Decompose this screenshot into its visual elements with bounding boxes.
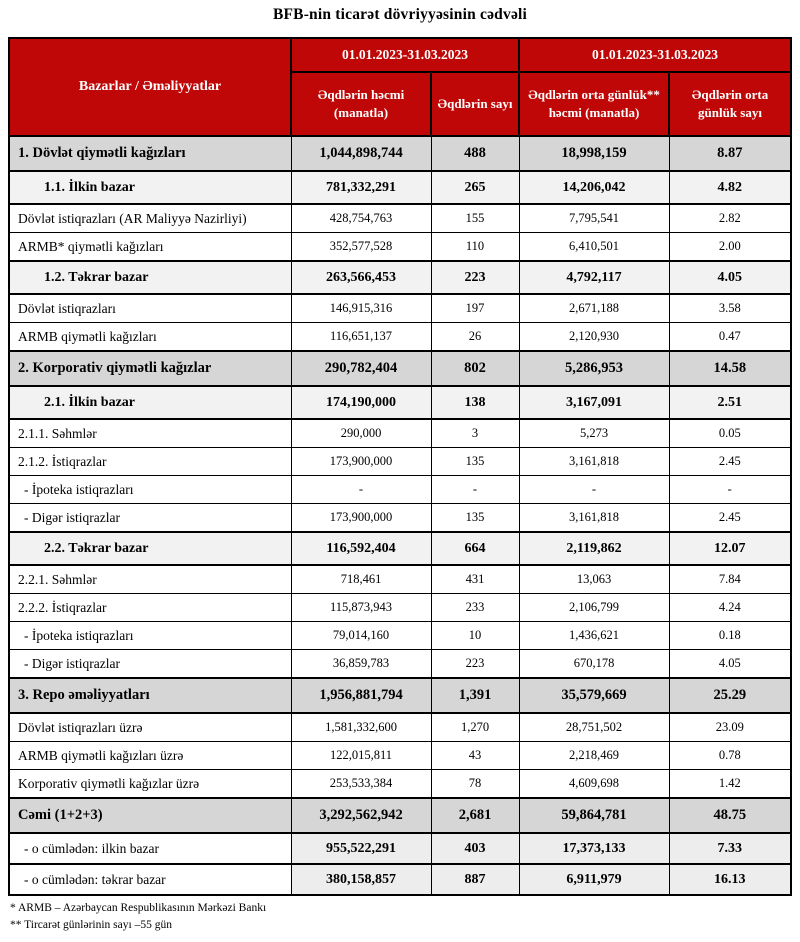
row-value: 253,533,384 [291,770,431,799]
row-value: 2,681 [431,798,519,833]
row-value: 2,218,469 [519,742,669,770]
row-value: 428,754,763 [291,204,431,233]
table-row [9,351,791,386]
row-value: 7.84 [669,565,791,594]
row-value: 290,782,404 [291,351,431,386]
row-value: 955,522,291 [291,833,431,864]
table-row [9,833,791,864]
row-value: 887 [431,864,519,895]
table-row [9,204,791,233]
turnover-table [8,37,792,896]
row-value: 2,120,930 [519,323,669,352]
row-value: 3,161,818 [519,448,669,476]
row-value: 4.05 [669,261,791,294]
row-value: 14.58 [669,351,791,386]
row-value: 13,063 [519,565,669,594]
row-value: 26 [431,323,519,352]
row-value: 146,915,316 [291,294,431,323]
row-value: - [431,476,519,504]
row-label: ARMB qiymətli kağızları [9,323,291,352]
row-value: 352,577,528 [291,233,431,262]
row-value: 2,106,799 [519,594,669,622]
row-value: 35,579,669 [519,678,669,713]
table-row [9,136,791,171]
row-value: 173,900,000 [291,448,431,476]
row-value: 2.00 [669,233,791,262]
row-value: 16.13 [669,864,791,895]
col-header-avg-count: Əqdlərin orta günlük sayı [669,72,791,136]
row-label: - o cümlədən: təkrar bazar [9,864,291,895]
row-value: 2.82 [669,204,791,233]
table-row [9,476,791,504]
table-row [9,864,791,895]
footnotes [10,900,800,933]
row-value: 28,751,502 [519,713,669,742]
table-body [9,136,791,895]
row-value: 1,044,898,744 [291,136,431,171]
row-label: Cəmi (1+2+3) [9,798,291,833]
table-row [9,622,791,650]
row-value: 3,161,818 [519,504,669,533]
row-value: 3.58 [669,294,791,323]
footnote-trading-days: ** Tircarət günlərinin sayı –55 gün [10,918,172,931]
row-value: 290,000 [291,419,431,448]
row-value: 1,391 [431,678,519,713]
row-value: 802 [431,351,519,386]
row-value: 122,015,811 [291,742,431,770]
row-value: 664 [431,532,519,565]
row-value: 79,014,160 [291,622,431,650]
row-value: 135 [431,504,519,533]
row-value: 488 [431,136,519,171]
row-label: 1. Dövlət qiymətli kağızları [9,136,291,171]
row-label: 2.2.1. Səhmlər [9,565,291,594]
row-label: - İpoteka istiqrazları [9,476,291,504]
row-value: 431 [431,565,519,594]
row-label: 2.2. Təkrar bazar [9,532,291,565]
row-value: 23.09 [669,713,791,742]
row-label: - o cümlədən: ilkin bazar [9,833,291,864]
table-row [9,650,791,679]
row-value: 116,651,137 [291,323,431,352]
page-title: BFB-nin ticarət dövriyyəsinin cədvəli [272,6,528,23]
row-value: 25.29 [669,678,791,713]
row-value: 781,332,291 [291,171,431,204]
table-row [9,323,791,352]
row-label: ARMB* qiymətli kağızları [9,233,291,262]
row-value: 1,436,621 [519,622,669,650]
row-value: 403 [431,833,519,864]
row-value: 2,671,188 [519,294,669,323]
row-value: 2.45 [669,448,791,476]
row-value: 4,609,698 [519,770,669,799]
row-value: 3 [431,419,519,448]
row-value: 2.45 [669,504,791,533]
row-value: 1,270 [431,713,519,742]
row-value: 233 [431,594,519,622]
row-value: 2.51 [669,386,791,419]
row-value: 14,206,042 [519,171,669,204]
row-value: 173,900,000 [291,504,431,533]
col-header-avg-volume: Əqdlərin orta günlük** həcmi (manatla) [519,72,669,136]
row-value: 4,792,117 [519,261,669,294]
footnote-armb: * ARMB – Azərbaycan Respublikasının Mərkəzi Bankı [10,902,267,914]
row-label: Dövlət istiqrazları üzrə [9,713,291,742]
table-row [9,594,791,622]
row-value: 110 [431,233,519,262]
row-value: 59,864,781 [519,798,669,833]
row-value: 43 [431,742,519,770]
row-value: 17,373,133 [519,833,669,864]
row-label: 2.1.2. İstiqrazlar [9,448,291,476]
table-row [9,386,791,419]
table-row [9,678,791,713]
row-value: 36,859,783 [291,650,431,679]
row-label: 3. Repo əməliyyatları [9,678,291,713]
row-value: 1,581,332,600 [291,713,431,742]
row-value: 1.42 [669,770,791,799]
row-label: Dövlət istiqrazları (AR Maliyyə Nazirliyi) [9,204,291,233]
corner-header: Bazarlar / Əməliyyatlar [9,38,291,136]
row-value: 115,873,943 [291,594,431,622]
row-label: - Digər istiqrazlar [9,504,291,533]
row-value: 8.87 [669,136,791,171]
header-row-periods [9,38,791,72]
row-value: 155 [431,204,519,233]
row-value: 4.05 [669,650,791,679]
row-value: 7,795,541 [519,204,669,233]
row-label: - İpoteka istiqrazları [9,622,291,650]
row-value: 116,592,404 [291,532,431,565]
row-value: - [519,476,669,504]
table-row [9,713,791,742]
row-value: 380,158,857 [291,864,431,895]
row-value: 6,911,979 [519,864,669,895]
row-value: 3,292,562,942 [291,798,431,833]
table-row [9,504,791,533]
row-value: 12.07 [669,532,791,565]
table-row [9,419,791,448]
table-row [9,448,791,476]
row-label: ARMB qiymətli kağızları üzrə [9,742,291,770]
row-value: 1,956,881,794 [291,678,431,713]
table-row [9,770,791,799]
period-header-1: 01.01.2023-31.03.2023 [291,38,519,72]
row-value: 3,167,091 [519,386,669,419]
row-value: 0.47 [669,323,791,352]
row-value: 10 [431,622,519,650]
col-header-count: Əqdlərin sayı [431,72,519,136]
table-row [9,742,791,770]
row-value: 7.33 [669,833,791,864]
table-row [9,798,791,833]
row-label: 2.2.2. İstiqrazlar [9,594,291,622]
table-row [9,261,791,294]
row-value: 0.78 [669,742,791,770]
row-value: 670,178 [519,650,669,679]
col-header-volume: Əqdlərin həcmi (manatla) [291,72,431,136]
row-value: 48.75 [669,798,791,833]
row-value: 78 [431,770,519,799]
row-value: 0.18 [669,622,791,650]
row-label: Korporativ qiymətli kağızlar üzrə [9,770,291,799]
period-header-2: 01.01.2023-31.03.2023 [519,38,791,72]
row-value: 265 [431,171,519,204]
table-row [9,294,791,323]
row-label: 1.2. Təkrar bazar [9,261,291,294]
row-value: 5,273 [519,419,669,448]
row-value: 223 [431,261,519,294]
row-value: 138 [431,386,519,419]
row-value: 718,461 [291,565,431,594]
row-label: 2.1.1. Səhmlər [9,419,291,448]
table-header [9,38,791,136]
row-value: 135 [431,448,519,476]
row-value: - [291,476,431,504]
row-label: 1.1. İlkin bazar [9,171,291,204]
row-label: 2. Korporativ qiymətli kağızlar [9,351,291,386]
row-value: 6,410,501 [519,233,669,262]
row-label: - Digər istiqrazlar [9,650,291,679]
table-row [9,171,791,204]
table-row [9,532,791,565]
table-row [9,565,791,594]
table-row [9,233,791,262]
row-value: 5,286,953 [519,351,669,386]
row-value: - [669,476,791,504]
row-value: 223 [431,650,519,679]
row-value: 197 [431,294,519,323]
row-value: 2,119,862 [519,532,669,565]
row-value: 18,998,159 [519,136,669,171]
row-value: 0.05 [669,419,791,448]
row-value: 4.82 [669,171,791,204]
row-label: Dövlət istiqrazları [9,294,291,323]
row-value: 174,190,000 [291,386,431,419]
row-value: 263,566,453 [291,261,431,294]
row-label: 2.1. İlkin bazar [9,386,291,419]
row-value: 4.24 [669,594,791,622]
